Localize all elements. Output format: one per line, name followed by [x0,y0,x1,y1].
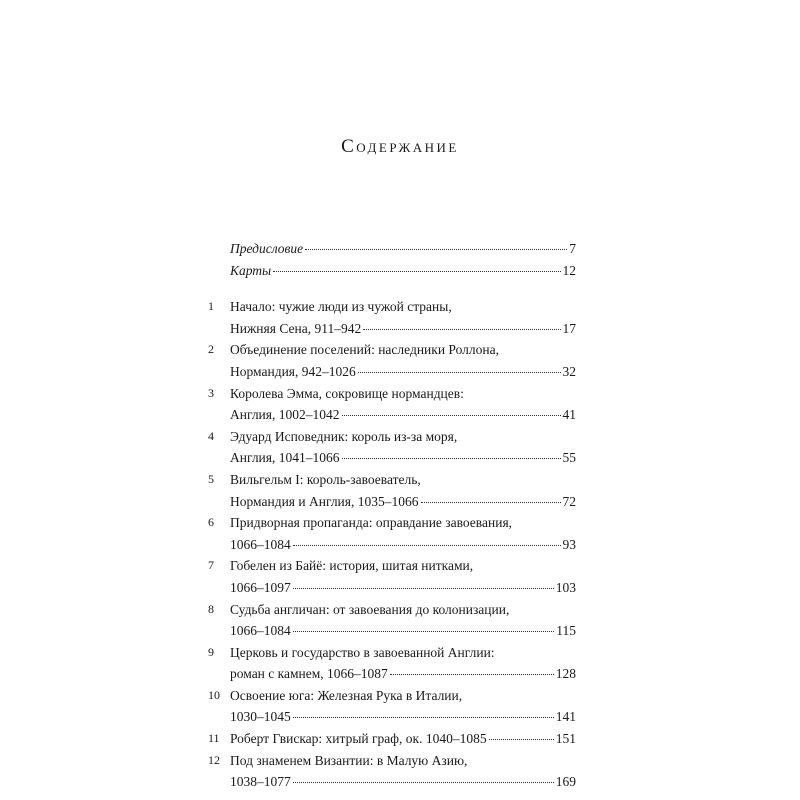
toc-entry-chapter-5[interactable] [208,469,576,512]
chapter-leader-line [230,577,576,599]
prelim-title: Карты [230,262,272,278]
chapter-leader-line [230,361,576,383]
chapter-leader-line [230,491,576,513]
page-number: 12 [562,262,576,278]
chapter-number: 4 [208,428,214,443]
dot-leader [293,782,554,783]
chapter-number: 6 [208,515,214,530]
toc-entry-chapter-10[interactable] [208,685,576,728]
chapter-leader-line [230,663,576,685]
chapter-number: 11 [208,731,220,746]
chapter-subtitle: Нормандия и Англия, 1035–1066 [230,493,419,509]
dot-leader [421,502,561,503]
chapter-title-line: Начало: чужие люди из чужой страны, [230,299,452,315]
chapter-number: 7 [208,558,214,573]
page-number: 169 [555,774,576,790]
chapter-number: 3 [208,385,214,400]
dot-leader [293,588,554,589]
toc-entry-chapter-3[interactable] [208,383,576,426]
chapter-leader-line [230,404,576,426]
chapter-subtitle: Англия, 1002–1042 [230,407,340,423]
chapter-leader-line [230,447,576,469]
chapter-subtitle: 1030–1045 [230,709,291,725]
page-number: 32 [562,363,576,379]
page-number: 151 [555,731,576,747]
page-number: 103 [555,579,576,595]
toc-entry-chapter-6[interactable] [208,512,576,555]
page-number: 41 [562,407,576,423]
prelims-list [208,238,576,281]
dot-leader [363,329,560,330]
page-number: 55 [562,450,576,466]
chapter-number: 8 [208,601,214,616]
chapter-subtitle: 1038–1077 [230,774,291,790]
toc-entry-chapter-11[interactable] [208,728,576,750]
dot-leader [390,674,554,675]
chapter-subtitle: 1066–1097 [230,579,291,595]
chapter-subtitle: роман с камнем, 1066–1087 [230,666,388,682]
chapter-title-line: Вильгельм I: король-завоеватель, [230,471,421,487]
page-number: 115 [556,623,576,639]
toc-entry-chapter-7[interactable] [208,555,576,598]
toc-entry-chapter-12[interactable] [208,750,576,793]
chapter-leader-line [230,318,576,340]
dot-leader [293,545,561,546]
toc-entry-chapter-9[interactable] [208,642,576,685]
toc-entry-chapter-2[interactable] [208,339,576,382]
chapter-title-line: Судьба англичан: от завоевания до колонизации, [230,601,510,617]
chapter-number: 12 [208,752,220,767]
chapter-leader-line [230,771,576,793]
table-of-contents [208,238,576,793]
chapter-number: 9 [208,644,214,659]
chapter-subtitle: Нормандия, 942–1026 [230,363,356,379]
page-number: 93 [562,536,576,552]
chapter-leader-line [230,620,576,642]
chapter-number: 2 [208,342,214,357]
dot-leader [342,415,561,416]
toc-prelim-maps[interactable] [230,260,576,282]
chapter-subtitle: 1066–1084 [230,536,291,552]
page-number: 7 [569,241,576,256]
page-number: 141 [555,709,576,725]
toc-entry-chapter-4[interactable] [208,426,576,469]
chapter-number: 10 [208,687,220,702]
toc-entry-chapter-1[interactable] [208,296,576,339]
chapter-number: 1 [208,299,214,314]
chapter-leader-line [230,706,576,728]
chapter-title-line: Эдуард Исповедник: король из-за моря, [230,428,458,444]
chapter-leader-line [230,534,576,556]
dot-leader [342,458,561,459]
chapter-leader-line [230,728,576,750]
chapter-title-line: Королева Эмма, сокровище нормандцев: [230,385,464,401]
chapter-subtitle: Роберт Гвискар: хитрый граф, ок. 1040–1085 [230,731,487,747]
dot-leader [358,372,561,373]
page-title: Содержание [341,136,459,157]
chapter-title-line: Освоение юга: Железная Рука в Италии, [230,687,463,703]
chapter-subtitle: 1066–1084 [230,623,291,639]
page-number: 17 [562,320,576,336]
prelim-title: Предисловие [230,241,304,256]
page-number: 72 [562,493,576,509]
chapter-title-line: Придворная пропаганда: оправдание завоевания, [230,515,513,531]
page-number: 128 [555,666,576,682]
chapter-title-line: Под знаменем Византии: в Малую Азию, [230,752,468,768]
chapter-title-line: Церковь и государство в завоеванной Англии: [230,644,495,660]
dot-leader [489,739,554,740]
chapter-title-line: Объединение поселений: наследники Роллона, [230,342,499,358]
dot-leader [305,249,567,250]
chapter-subtitle: Англия, 1041–1066 [230,450,340,466]
toc-entry-chapter-8[interactable] [208,599,576,642]
chapter-number: 5 [208,471,214,486]
chapters-list [208,296,576,793]
dot-leader [293,717,554,718]
toc-prelim-preface[interactable] [230,238,576,260]
chapter-title-line: Гобелен из Байё: история, шитая нитками, [230,558,474,574]
dot-leader [293,631,555,632]
dot-leader [273,271,560,272]
chapter-subtitle: Нижняя Сена, 911–942 [230,320,362,336]
